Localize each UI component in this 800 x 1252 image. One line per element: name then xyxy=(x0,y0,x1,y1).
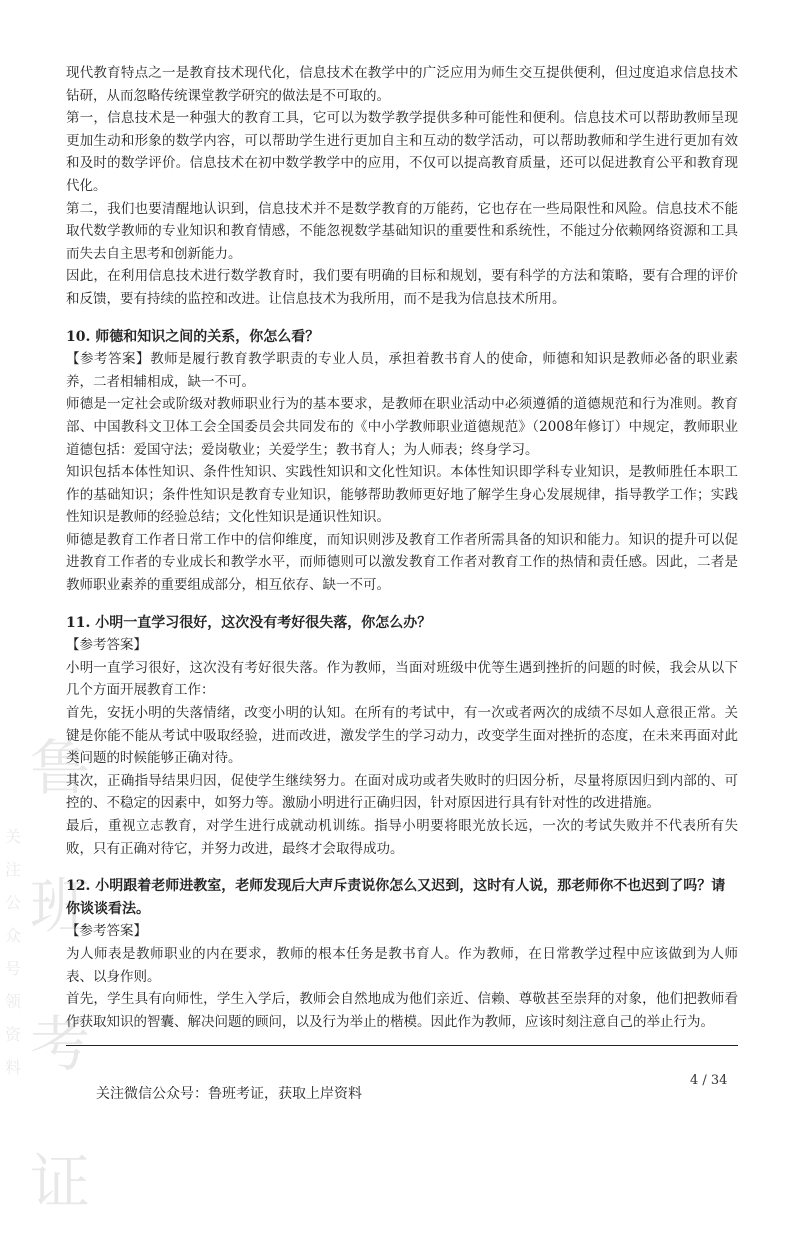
watermark-small: 关注公众号领资料 xyxy=(5,827,22,1077)
question-heading: 12. 小明跟着老师进教室，老师发现后大声斥责说你怎么又迟到，这时有人说，那老师你不也迟到了吗？请你谈谈看法。 xyxy=(66,878,726,917)
watermark-large: 鲁班考证 xyxy=(30,734,90,1218)
body-paragraph: 师德是教育工作者日常工作中的信仰维度，而知识则涉及教育工作者所需具备的知识和能力。知识的提升可以促进教育工作者的专业成长和教学水平，而师德则可以激发教育工作者对教育工作的热情和责任感。因此，二者是教师职业素养的重要组成部分，相互依存、缺一不可。 xyxy=(66,531,738,594)
body-paragraph: 首先，学生具有向师性，学生入学后，教师会自然地成为他们亲近、信赖、尊敬甚至崇拜的对象，他们把教师看作获取知识的智囊、解决问题的顾问，以及行为举止的楷模。因此作为教师，应该时刻注意自己的举止行为。 xyxy=(66,991,738,1030)
question-heading: 11. 小明一直学习很好，这次没有考好很失落，你怎么办？ xyxy=(66,614,432,631)
body-paragraph: 最后，重视立志教育，对学生进行成就动机训练。指导小明要将眼光放长远，一次的考试失败并不代表所有失败，只有正确对待它，并努力改进，最终才会取得成功。 xyxy=(66,818,738,857)
body-paragraph: 因此，在利用信息技术进行数学教育时，我们要有明确的目标和规划，要有科学的方法和策略，要有合理的评价和反馈，要有持续的监控和改进。让信息技术为我所用，而不是我为信息技术所用。 xyxy=(66,268,738,307)
section-spacer xyxy=(66,597,738,612)
body-paragraph: 知识包括本体性知识、条件性知识、实践性知识和文化性知识。本体性知识即学科专业知识，是教师胜任本职工作的基础知识；条件性知识是教育专业知识，能够帮助教师更好地了解学生身心发展规律，指导教学工作；实践性知识是教师的经验总结；文化性知识是通识性知识。 xyxy=(66,464,738,526)
body-paragraph: 【参考答案】 xyxy=(66,923,147,940)
body-paragraph: 小明一直学习很好，这次没有考好很失落。作为教师，当面对班级中优等生遇到挫折的问题的时候，我会从以下几个方面开展教育工作： xyxy=(66,659,738,699)
page-number: 4 / 34 xyxy=(690,1073,728,1088)
body-paragraph: 【参考答案】 xyxy=(66,637,147,654)
question-heading: 10. 师德和知识之间的关系，你怎么看？ xyxy=(66,328,320,345)
document-body xyxy=(66,62,738,1033)
body-paragraph: 其次，正确指导结果归因，促使学生继续努力。在面对成功或者失败时的归因分析，尽量将原因归到内部的、可控的、不稳定的因素中，如努力等。激励小明进行正确归因，针对原因进行具有针对性的改进措施。 xyxy=(66,772,738,812)
body-paragraph: 首先，安抚小明的失落情绪，改变小明的认知。在所有的考试中，有一次或者两次的成绩不尽如人意很正常。关键是你能不能从考试中吸取经验，进而改进，激发学生的学习动力，改变学生面对挫折的态度，在未来再面对此类问题的时候能够正确对待。 xyxy=(66,705,738,767)
body-paragraph: 师德是一定社会或阶级对教师职业行为的基本要求，是教师在职业活动中必须遵循的道德规范和行为准则。教育部、中国教科文卫体工会全国委员会共同发布的《中小学教师职业道德规范》（2008年修订）中规定，教师职业道德包括：爱国守法；爱岗敬业；关爱学生；教书育人；为人师表；终身学习。 xyxy=(66,396,738,458)
body-paragraph: 【参考答案】教师是履行教育教学职责的专业人员，承担着教书育人的使命，师德和知识是教师必备的职业素养，二者相辅相成，缺一不可。 xyxy=(66,351,738,390)
body-paragraph: 第二，我们也要清醒地认识到，信息技术并不是数学教育的万能药，它也存在一些局限性和风险。信息技术不能取代数学教师的专业知识和教育情感，不能忽视数学基础知识的重要性和系统性，不能过分依赖网络资源和工具而失去自主思考和创新能力。 xyxy=(66,200,738,262)
footer-divider xyxy=(66,1045,738,1046)
body-paragraph: 现代教育特点之一是教育技术现代化，信息技术在教学中的广泛应用为师生交互提供便利，但过度追求信息技术钻研，从而忽略传统课堂教学研究的做法是不可取的。 xyxy=(66,65,738,104)
footer-promo-text: 关注微信公众号：鲁班考证，获取上岸资料 xyxy=(96,1086,362,1102)
body-paragraph: 为人师表是教师职业的内在要求，教师的根本任务是教书育人。作为教师，在日常教学过程中应该做到为人师表、以身作则。 xyxy=(66,945,738,985)
section-spacer xyxy=(66,311,738,326)
section-spacer xyxy=(66,860,738,875)
body-paragraph: 第一，信息技术是一种强大的教育工具，它可以为数学教学提供多种可能性和便利。信息技术可以帮助教师呈现更加生动和形象的数学内容，可以帮助学生进行更加自主和互动的数学活动，可以帮助教师和学生进行更加有效和及时的数学评价。信息技术在初中数学教学中的应用，不仅可以提高教育质量，还可以促进教育公平和教育现代化。 xyxy=(66,110,738,194)
